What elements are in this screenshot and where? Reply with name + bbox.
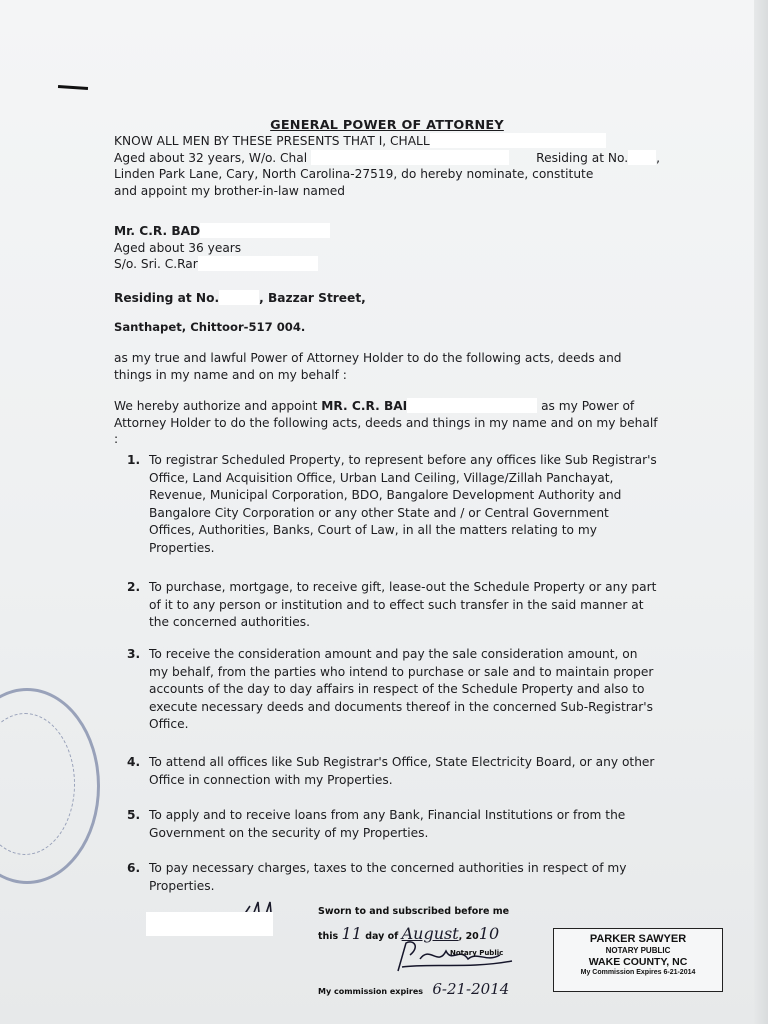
- document-title: GENERAL POWER OF ATTORNEY: [270, 118, 504, 133]
- sworn-month: August: [401, 924, 459, 943]
- sworn-day: 11: [341, 924, 362, 943]
- sworn-line-1: Sworn to and subscribed before me: [318, 906, 510, 917]
- notary-signature-area: [318, 943, 528, 983]
- sworn-year: 10: [478, 924, 500, 943]
- seal-inner-ring: [0, 713, 75, 855]
- intro-line-4: and appoint my brother-in-law named: [114, 183, 345, 198]
- list-item: 2. To purchase, mortgage, to receive gift, lease-out the Schedule Property or any part of it to any person or institution and to effect such transfer in the said manner at the concerned authorities.: [127, 580, 657, 629]
- notary-commission: My Commission Expires 6-21-2014: [580, 969, 696, 976]
- list-item: 6. To pay necessary charges, taxes to the concerned authorities in respect of my Properties.: [127, 861, 627, 893]
- redaction: [200, 223, 330, 238]
- redaction: [628, 150, 656, 165]
- list-item: 4. To attend all offices like Sub Registrar's Office, State Electricity Board, or any other Office in connection with my Properties.: [127, 755, 655, 787]
- signature-redaction: [146, 912, 273, 936]
- notary-title: NOTARY PUBLIC: [605, 946, 671, 955]
- list-item: 1. To registrar Scheduled Property, to represent before any offices like Sub Registrar's Office, Land Acquisition Office, Urban Land Ceiling, Village/Zillah Panchayat, Revenue, Municipal Corporation, BDO, Bangalore Development Authority and Bangalore City Corporation or any other State and / or Central Government Offices, Authorities, Banks, Court of Law, in all the matters relating to my Properties.: [127, 453, 657, 555]
- attorney-name: Mr. C.R. BAD: [114, 223, 660, 240]
- sworn-statement: [318, 906, 528, 998]
- attorney-city: Santhapet, Chittoor-517 004.: [114, 320, 306, 334]
- notary-name: PARKER SAWYER: [589, 933, 687, 945]
- redaction: [311, 150, 509, 165]
- attorney-address: Residing at No. , Bazzar Street,: [114, 291, 366, 305]
- notary-county: WAKE COUNTY, NC: [588, 956, 688, 968]
- intro-line-3: Linden Park Lane, Cary, North Carolina-27519, do hereby nominate, constitute: [114, 167, 594, 181]
- intro-line-1: KNOW ALL MEN BY THESE PRESENTS THAT I, CHALL: [114, 133, 660, 150]
- notary-public-label: Notary Public: [450, 949, 504, 957]
- page-edge: [754, 0, 768, 1024]
- purpose-paragraph: as my true and lawful Power of Attorney Holder to do the following acts, deeds and things in my name and on my behalf :: [114, 351, 622, 382]
- attorney-age: Aged about 36 years: [114, 240, 242, 255]
- redaction: [430, 133, 606, 148]
- intro-line-2: Aged about 32 years, W/o. Chal Residing at No. ,: [114, 150, 660, 165]
- attorney-parent: S/o. Sri. C.Rar: [114, 256, 660, 273]
- redaction: [407, 398, 537, 413]
- list-item: 5. To apply and to receive loans from any Bank, Financial Institutions or from the Government on the security of my Properties.: [127, 808, 626, 840]
- attorney-details: [114, 223, 660, 273]
- sworn-line-2: this 11 day of August, 2010: [318, 924, 500, 943]
- sworn-line-4: My commission expires 6-21-2014: [318, 980, 510, 998]
- list-item: 3. To receive the consideration amount and pay the sale consideration amount, on my behalf, from the parties who intend to purchase or sale and to maintain proper accounts of the day to day affairs in respect of the Schedule Property and also to execute necessary deeds and documents thereof in the concerned Sub-Registrar's Office.: [127, 647, 654, 731]
- notary-stamp: [553, 928, 723, 992]
- redaction: [198, 256, 318, 271]
- redaction: [219, 290, 259, 305]
- commission-expiry: 6-21-2014: [432, 980, 510, 998]
- authorize-paragraph: We hereby authorize and appoint MR. C.R. BAI as my Power of Attorney Holder to do the following acts, deeds and things in my name and on my behalf :: [114, 399, 658, 446]
- intro-paragraph: [114, 133, 660, 199]
